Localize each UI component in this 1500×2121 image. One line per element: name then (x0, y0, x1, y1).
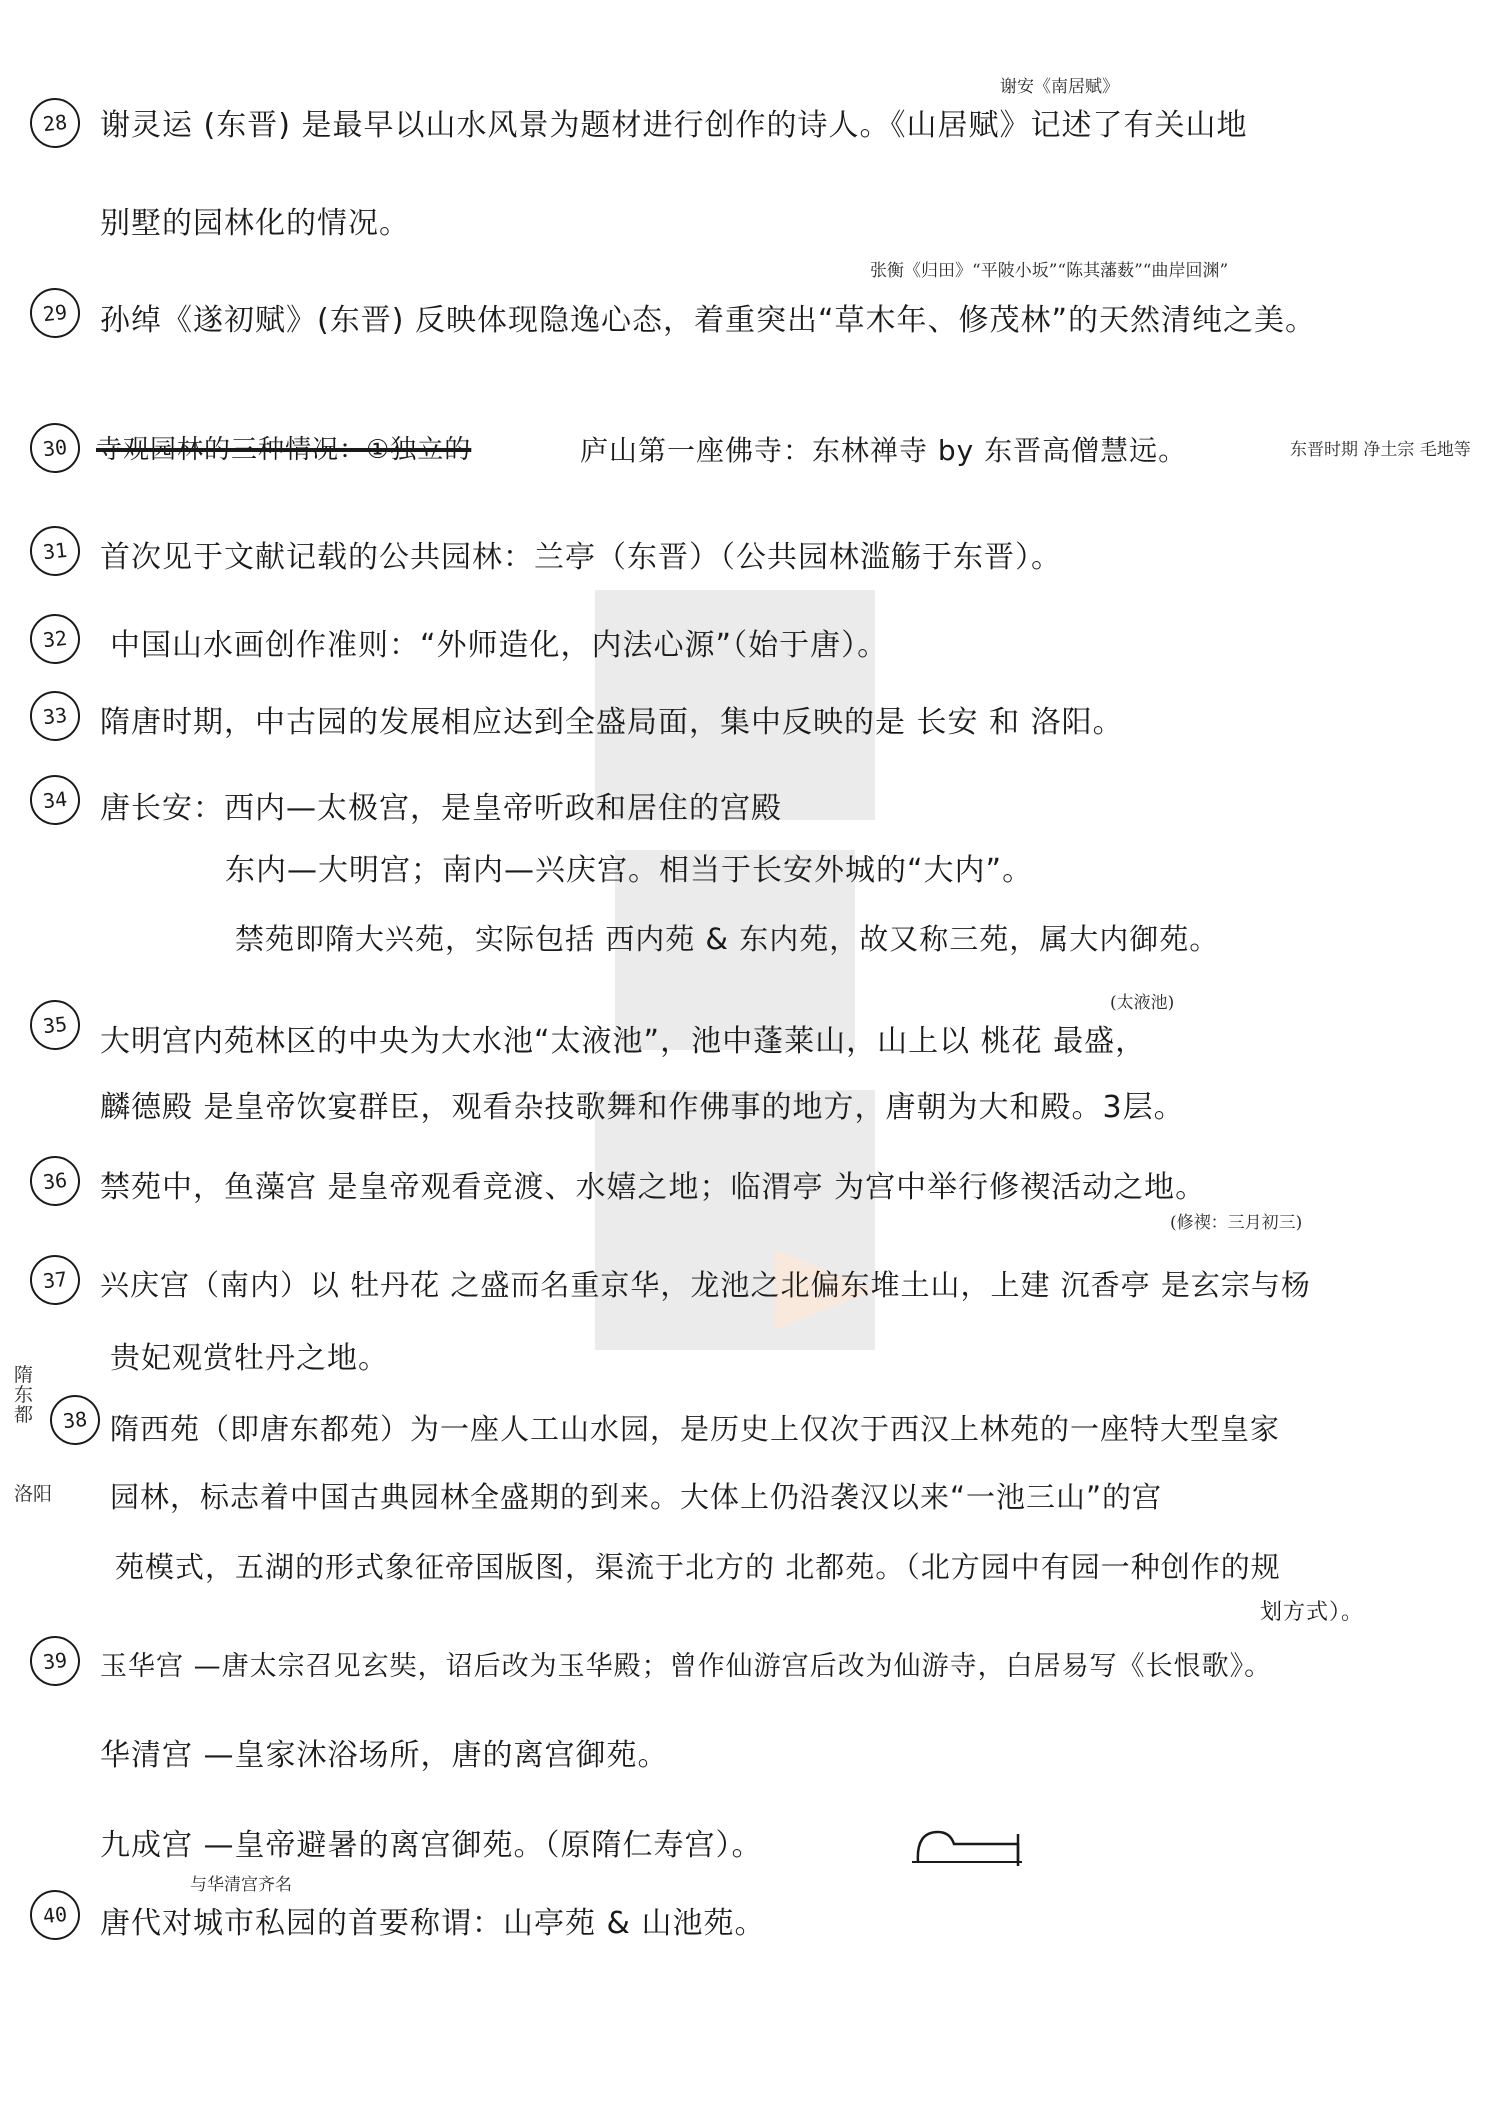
entry-line: 隋西苑（即唐东都苑）为一座人工山水园，是历史上仅次于西汉上林苑的一座特大型皇家 (110, 1412, 1281, 1446)
margin-note: 洛阳 (14, 1483, 53, 1505)
entry-line: 九成宫 —皇帝避暑的离宫御苑。（原隋仁寿宫）。 (100, 1828, 763, 1863)
entry-number: 38 (48, 1393, 103, 1448)
entry-line: 别墅的园林化的情况。 (100, 206, 410, 241)
entry-line: 苑模式，五湖的形式象征帝国版图，渠流于北方的 北都苑。（北方园中有园一种创作的规 (115, 1550, 1281, 1584)
entry-number: 33 (28, 689, 83, 744)
entry-line: 麟德殿 是皇帝饮宴群臣，观看杂技歌舞和作佛事的地方，唐朝为大和殿。3层。 (100, 1090, 1185, 1125)
entry-number: 28 (28, 96, 83, 151)
entry-line: 唐代对城市私园的首要称谓：山亭苑 & 山池苑。 (100, 1906, 766, 1941)
entry-line: 玉华宫 —唐太宗召见玄奘，诏后改为玉华殿；曾作仙游宫后改为仙游寺，白居易写《长恨歌》。 (100, 1651, 1273, 1682)
annotation: 与华清宫齐名 (190, 1875, 292, 1895)
entry-number: 40 (28, 1888, 83, 1943)
entry-line: 划方式）。 (1260, 1600, 1365, 1625)
entry-number: 30 (28, 421, 83, 476)
annotation: 张衡《归田》“平陂小坂”“陈其藩薮”“曲岸回渊” (870, 261, 1229, 281)
entry-number: 35 (28, 998, 83, 1053)
entry-line: 禁苑即隋大兴苑，实际包括 西内苑 & 东内苑，故又称三苑，属大内御苑。 (235, 922, 1220, 956)
entry-line: 唐长安：西内—太极宫，是皇帝听政和居住的宫殿 (100, 791, 782, 826)
entry-line: 谢灵运 (东晋) 是最早以山水风景为题材进行创作的诗人。《山居赋》记述了有关山地 (100, 108, 1248, 143)
entry-line: 兴庆宫（南内）以 牡丹花 之盛而名重京华，龙池之北偏东堆土山，上建 沉香亭 是玄宗与杨 (100, 1268, 1311, 1302)
entry-line: 隋唐时期，中古园的发展相应达到全盛局面，集中反映的是 长安 和 洛阳。 (100, 705, 1124, 740)
entry-line: 大明宫内苑林区的中央为大水池“太液池”，池中蓬莱山，山上以 桃花 最盛， (100, 1024, 1147, 1059)
sketch-doodle (910, 1822, 1030, 1872)
entry-number: 37 (28, 1253, 83, 1308)
annotation: (太液池) (1110, 993, 1175, 1013)
entry-number: 39 (28, 1634, 83, 1689)
entry-number: 32 (28, 612, 83, 667)
entry-line: 贵妃观赏牡丹之地。 (110, 1341, 389, 1376)
entry-line: 孙绰《遂初赋》(东晋) 反映体现隐逸心态，着重突出“草木年、修茂林”的天然清纯之美。 (100, 303, 1317, 338)
entry-line: 中国山水画创作准则：“外师造化，内法心源”（始于唐）。 (110, 628, 889, 663)
annotation: (修禊：三月初三) (1170, 1213, 1303, 1233)
margin-note: 隋东都 (14, 1364, 34, 1426)
entry-line: 东内—大明宫；南内—兴庆宫。相当于长安外城的“大内”。 (225, 853, 1034, 888)
entry-number: 34 (28, 773, 83, 828)
entry-number: 36 (28, 1154, 83, 1209)
annotation: 东晋时期 净土宗 毛地等 (1290, 440, 1471, 460)
entry-line: 庐山第一座佛寺：东林禅寺 by 东晋高僧慧远。 (580, 434, 1188, 467)
entry-line: 华清宫 —皇家沐浴场所，唐的离宫御苑。 (100, 1738, 669, 1773)
entry-line: 首次见于文献记载的公共园林：兰亭（东晋）（公共园林滥觞于东晋）。 (100, 540, 1062, 575)
entry-number: 29 (28, 286, 83, 341)
struck-text: 寺观园林的三种情况：①独立的 (96, 435, 472, 465)
entry-line: 园林，标志着中国古典园林全盛期的到来。大体上仍沿袭汉以来“一池三山”的宫 (110, 1480, 1163, 1514)
annotation: 谢安《南居赋》 (1000, 77, 1119, 97)
entry-line: 禁苑中，鱼藻宫 是皇帝观看竞渡、水嬉之地；临渭亭 为宫中举行修禊活动之地。 (100, 1170, 1207, 1205)
entry-number: 31 (28, 524, 83, 579)
